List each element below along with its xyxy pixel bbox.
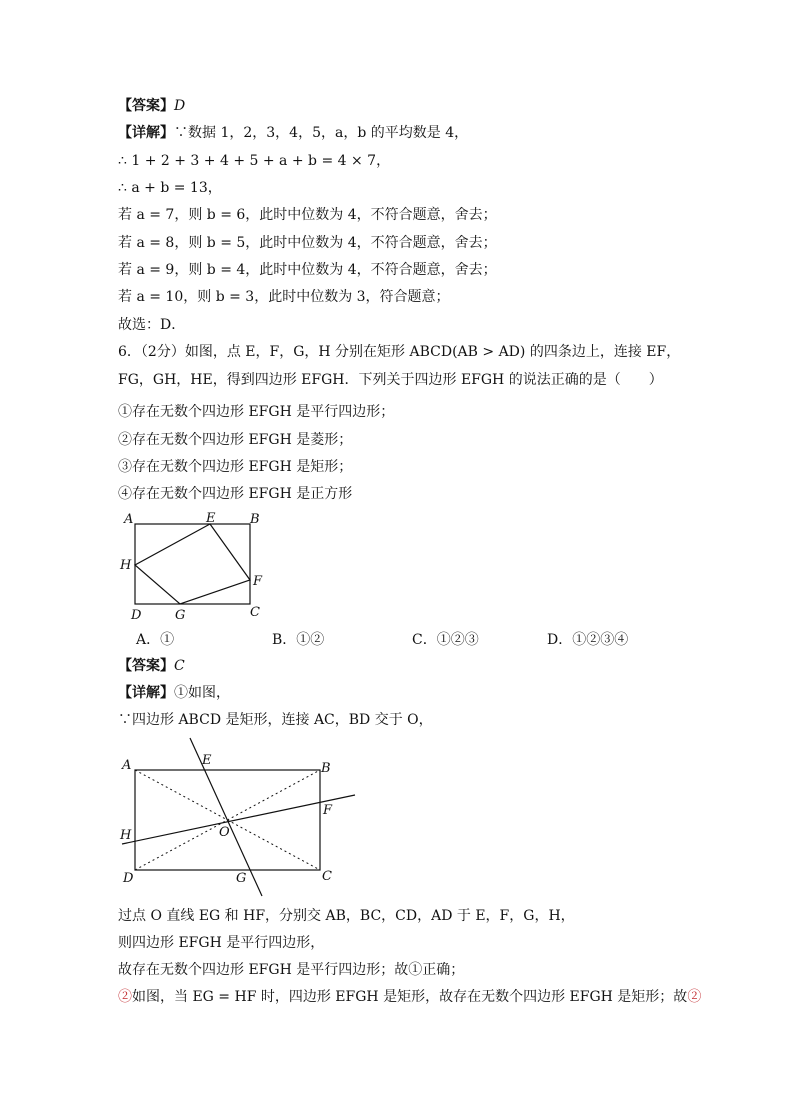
fig2-label-c: C bbox=[322, 869, 332, 884]
q6-answer-tag: 【答案】 bbox=[118, 658, 174, 674]
q6-statement-3: ③存在无数个四边形 EFGH 是矩形； bbox=[118, 459, 353, 475]
q5-detail-line-4: 若 a = 7，则 b = 6，此时中位数为 4，不符合题意，舍去； bbox=[118, 207, 497, 223]
q6-detail-tag: 【详解】 bbox=[118, 685, 174, 701]
q5-detail-line-2: ∴ 1 + 2 + 3 + 4 + 5 + a + b = 4 × 7， bbox=[118, 153, 391, 169]
q6-answer-value: C bbox=[174, 658, 185, 674]
q6-option-b: B．①② bbox=[272, 632, 325, 648]
q5-answer-tag: 【答案】 bbox=[118, 98, 174, 114]
q6-statement-4: ④存在无数个四边形 EFGH 是正方形 bbox=[118, 486, 353, 502]
q5-answer-value: D bbox=[174, 98, 186, 114]
fig2-label-a: A bbox=[122, 758, 132, 773]
fig1-label-f: F bbox=[253, 574, 263, 589]
q6-figure-2 bbox=[110, 732, 370, 904]
q5-answer-line bbox=[118, 97, 185, 115]
q6-option-c: C．①②③ bbox=[412, 632, 479, 648]
fig2-label-e: E bbox=[202, 753, 212, 768]
q6-stem-line-2: FG，GH，HE，得到四边形 EFGH．下列关于四边形 EFGH 的说法正确的是（ ） bbox=[118, 372, 663, 388]
q6-after-line-2: 则四边形 EFGH 是平行四边形， bbox=[118, 935, 325, 951]
q6-answer-line bbox=[118, 657, 185, 675]
q6-circled-2-prefix: ② bbox=[118, 989, 132, 1005]
q5-detail-line-1 bbox=[118, 124, 468, 142]
q6-statement-1: ①存在无数个四边形 EFGH 是平行四边形； bbox=[118, 404, 395, 420]
q6-detail-line-2: ∵四边形 ABCD 是矩形，连接 AC，BD 交于 O， bbox=[118, 712, 433, 728]
q6-option-d: D．①②③④ bbox=[547, 632, 629, 648]
q5-detail-text: ∵数据 1，2，3，4，5，a，b 的平均数是 4， bbox=[174, 125, 469, 141]
fig1-label-e: E bbox=[206, 511, 216, 526]
fig1-label-a: A bbox=[124, 512, 134, 527]
q5-detail-line-8: 故选：D． bbox=[118, 317, 186, 333]
fig1-label-b: B bbox=[250, 512, 260, 527]
q6-last-line-text: 如图，当 EG = HF 时，四边形 EFGH 是矩形，故存在无数个四边形 EFGH 是矩形；故 bbox=[132, 989, 688, 1005]
q6-detail-first: ①如图， bbox=[174, 685, 230, 701]
fig2-label-d: D bbox=[123, 871, 134, 886]
q6-figure-1 bbox=[110, 505, 280, 625]
fig1-label-d: D bbox=[131, 608, 142, 623]
q5-detail-line-7: 若 a = 10，则 b = 3，此时中位数为 3，符合题意； bbox=[118, 289, 450, 305]
q5-detail-tag: 【详解】 bbox=[118, 125, 174, 141]
q5-detail-line-5: 若 a = 8，则 b = 5，此时中位数为 4，不符合题意，舍去； bbox=[118, 235, 497, 251]
fig2-label-b: B bbox=[321, 761, 331, 776]
q6-detail-line-1 bbox=[118, 684, 230, 702]
q6-option-a: A．① bbox=[136, 632, 175, 648]
q6-after-line-3: 故存在无数个四边形 EFGH 是平行四边形；故①正确； bbox=[118, 962, 465, 978]
q5-detail-line-3: ∴ a + b = 13， bbox=[118, 180, 222, 196]
q6-after-line-1: 过点 O 直线 EG 和 HF，分别交 AB，BC，CD，AD 于 E，F，G，H， bbox=[118, 908, 575, 924]
fig1-label-g: G bbox=[175, 608, 186, 623]
q6-stem-line-1: 6．（2分）如图，点 E，F，G，H 分别在矩形 ABCD(AB > AD) 的四条边上，连接 EF， bbox=[118, 344, 681, 360]
q5-detail-line-6: 若 a = 9，则 b = 4，此时中位数为 4，不符合题意，舍去； bbox=[118, 262, 497, 278]
fig2-label-o: O bbox=[219, 825, 230, 840]
q6-circled-2-suffix: ② bbox=[687, 989, 702, 1005]
q6-after-line-4 bbox=[118, 988, 701, 1006]
q6-statement-2: ②存在无数个四边形 EFGH 是菱形； bbox=[118, 432, 353, 448]
fig1-label-h: H bbox=[120, 558, 132, 573]
fig1-label-c: C bbox=[250, 605, 260, 620]
fig2-label-g: G bbox=[236, 871, 247, 886]
fig2-label-h: H bbox=[120, 828, 132, 843]
fig2-label-f: F bbox=[323, 803, 333, 818]
